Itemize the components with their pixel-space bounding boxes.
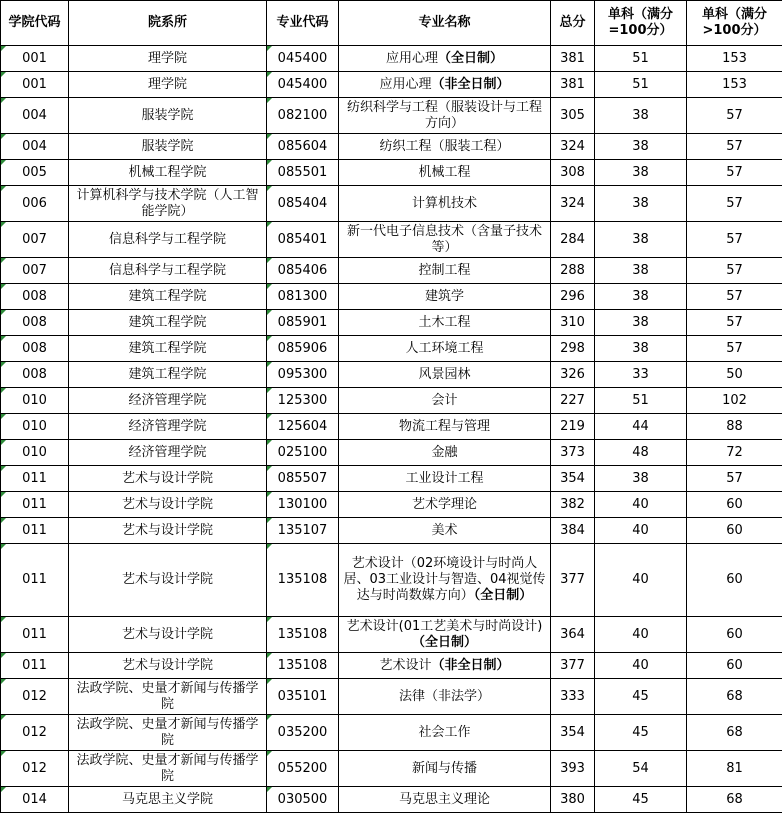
cell-college: 马克思主义学院 [69,787,267,813]
study-mode-note: （全日制） [411,634,477,650]
cell-college-code: 010 [1,440,69,466]
cell-single-100: 33 [595,362,687,388]
cell-major [339,715,551,751]
cell-single-gt100: 57 [687,186,782,222]
cell-major [339,222,551,258]
cell-college-code: 011 [1,518,69,544]
cell-college-code: 012 [1,679,69,715]
major-name: 艺术设计（02环境设计与时尚人居、03工业设计与智造、04视觉传达与时尚数媒方向） [343,556,546,603]
cell-major [339,284,551,310]
cell-college-code: 008 [1,336,69,362]
cell-major [339,679,551,715]
cell-single-100: 38 [595,222,687,258]
cell-single-gt100: 57 [687,98,782,134]
cell-major-code: 035101 [267,679,339,715]
cell-single-gt100: 68 [687,679,782,715]
major-name: 控制工程 [418,262,471,278]
cell-major [339,751,551,787]
cell-major-code: 130100 [267,492,339,518]
table-row [1,336,782,362]
cell-single-100: 38 [595,284,687,310]
cell-single-100: 40 [595,544,687,617]
cell-major-code: 125604 [267,414,339,440]
cell-college: 经济管理学院 [69,388,267,414]
table-row [1,362,782,388]
table-row [1,160,782,186]
cell-single-100: 38 [595,186,687,222]
table-row [1,715,782,751]
cell-single-100: 44 [595,414,687,440]
cell-college: 建筑工程学院 [69,310,267,336]
major-name: 法律（非法学） [398,688,490,704]
cell-total: 364 [551,617,595,653]
table-row [1,751,782,787]
cell-major [339,134,551,160]
major-name: 新闻与传播 [411,760,477,776]
major-name: 社会工作 [418,724,471,740]
cell-major-code: 045400 [267,72,339,98]
major-name: 艺术设计 [379,657,432,673]
table-row [1,544,782,617]
cell-single-gt100: 50 [687,362,782,388]
cell-single-gt100: 57 [687,258,782,284]
cell-major-code: 135108 [267,544,339,617]
cell-total: 377 [551,544,595,617]
cell-college: 理学院 [69,72,267,98]
header-single-gt100: 单科（满分>100分） [687,1,782,46]
major-name: 会计 [431,392,458,408]
cell-major [339,362,551,388]
cell-single-gt100: 81 [687,751,782,787]
table-row [1,46,782,72]
cell-single-gt100: 57 [687,284,782,310]
cell-college: 艺术与设计学院 [69,492,267,518]
cell-total: 381 [551,46,595,72]
major-name: 建筑学 [424,288,464,304]
header-major: 专业名称 [339,1,551,46]
cell-single-gt100: 60 [687,544,782,617]
cell-single-gt100: 72 [687,440,782,466]
cell-major-code: 085404 [267,186,339,222]
cell-single-100: 51 [595,388,687,414]
cell-single-gt100: 57 [687,466,782,492]
cell-single-100: 40 [595,617,687,653]
cell-single-gt100: 68 [687,787,782,813]
cell-total: 227 [551,388,595,414]
cell-single-100: 38 [595,160,687,186]
cell-college-code: 008 [1,310,69,336]
table-row [1,492,782,518]
header-major-code: 专业代码 [267,1,339,46]
cell-major-code: 085507 [267,466,339,492]
table-row [1,466,782,492]
cell-total: 326 [551,362,595,388]
cell-single-100: 38 [595,466,687,492]
cell-total: 310 [551,310,595,336]
cell-major-code: 045400 [267,46,339,72]
cell-single-gt100: 57 [687,222,782,258]
cell-major-code: 081300 [267,284,339,310]
major-name: 机械工程 [418,164,471,180]
cell-major [339,98,551,134]
cell-major [339,414,551,440]
major-name: 物流工程与管理 [398,418,490,434]
cell-college: 艺术与设计学院 [69,466,267,492]
table-row [1,284,782,310]
cell-single-gt100: 57 [687,134,782,160]
cell-college: 计算机科学与技术学院（人工智能学院） [69,186,267,222]
cell-major-code: 082100 [267,98,339,134]
cell-major-code: 025100 [267,440,339,466]
cell-college: 经济管理学院 [69,414,267,440]
cell-major-code: 135108 [267,617,339,653]
cell-college-code: 012 [1,751,69,787]
cell-single-gt100: 57 [687,336,782,362]
cell-college: 机械工程学院 [69,160,267,186]
cell-total: 308 [551,160,595,186]
header-college: 院系所 [69,1,267,46]
cell-total: 298 [551,336,595,362]
cell-college-code: 010 [1,414,69,440]
cell-major [339,518,551,544]
cell-single-100: 40 [595,492,687,518]
study-mode-note: （非全日制） [431,76,510,92]
table-row [1,414,782,440]
cell-college: 艺术与设计学院 [69,653,267,679]
cell-college-code: 001 [1,72,69,98]
cell-college-code: 008 [1,362,69,388]
major-name: 艺术学理论 [411,496,477,512]
cell-single-100: 45 [595,679,687,715]
cell-college: 服装学院 [69,98,267,134]
cell-college: 艺术与设计学院 [69,617,267,653]
cell-total: 377 [551,653,595,679]
table-row [1,222,782,258]
cell-major [339,310,551,336]
cell-college-code: 005 [1,160,69,186]
cell-college: 信息科学与工程学院 [69,258,267,284]
major-name: 纺织科学与工程（服装设计与工程方向） [346,99,542,131]
cell-major [339,440,551,466]
cell-total: 284 [551,222,595,258]
table-body [1,46,782,813]
cell-single-gt100: 57 [687,160,782,186]
cell-total: 219 [551,414,595,440]
cell-college: 经济管理学院 [69,440,267,466]
cell-single-100: 40 [595,518,687,544]
cell-single-gt100: 88 [687,414,782,440]
cell-major [339,492,551,518]
cell-college-code: 006 [1,186,69,222]
cell-single-gt100: 60 [687,518,782,544]
cell-total: 384 [551,518,595,544]
cell-major-code: 085501 [267,160,339,186]
cell-single-100: 38 [595,310,687,336]
cell-major [339,72,551,98]
table-row [1,388,782,414]
major-name: 应用心理 [385,50,438,66]
cell-college-code: 011 [1,492,69,518]
cell-total: 354 [551,715,595,751]
cell-total: 324 [551,186,595,222]
major-name: 应用心理 [379,76,432,92]
cell-major-code: 085604 [267,134,339,160]
table-row [1,72,782,98]
major-name: 新一代电子信息技术（含量子技术等） [346,223,542,255]
cell-college: 艺术与设计学院 [69,544,267,617]
cell-total: 381 [551,72,595,98]
cell-major-code: 030500 [267,787,339,813]
cell-single-gt100: 57 [687,310,782,336]
study-mode-note: （全日制） [473,588,533,603]
cell-major-code: 085401 [267,222,339,258]
table-row [1,134,782,160]
table-row [1,258,782,284]
cell-major [339,388,551,414]
cell-major-code: 035200 [267,715,339,751]
cell-college-code: 011 [1,544,69,617]
cell-total: 288 [551,258,595,284]
cell-total: 305 [551,98,595,134]
cell-single-100: 40 [595,653,687,679]
cell-single-100: 54 [595,751,687,787]
header-total: 总分 [551,1,595,46]
cell-single-gt100: 60 [687,653,782,679]
cell-single-100: 48 [595,440,687,466]
header-college-code: 学院代码 [1,1,69,46]
cell-single-100: 51 [595,46,687,72]
cell-college: 法政学院、史量才新闻与传播学院 [69,679,267,715]
table-row [1,518,782,544]
cell-major-code: 085906 [267,336,339,362]
cell-college-code: 004 [1,134,69,160]
cell-major [339,160,551,186]
cell-major-code: 085901 [267,310,339,336]
major-name: 土木工程 [418,314,471,330]
cell-major [339,653,551,679]
table-row [1,653,782,679]
table-row [1,440,782,466]
cell-single-gt100: 102 [687,388,782,414]
major-name: 纺织工程（服装工程） [379,138,510,154]
header-row [1,1,782,46]
cell-college-code: 007 [1,222,69,258]
study-mode-note: （非全日制） [431,657,510,673]
cell-college: 法政学院、史量才新闻与传播学院 [69,715,267,751]
major-name: 艺术设计(01工艺美术与时尚设计) [346,618,543,634]
major-name: 金融 [431,444,458,460]
cell-major-code: 135107 [267,518,339,544]
cell-major [339,258,551,284]
major-name: 计算机技术 [411,195,477,211]
major-name: 美术 [431,522,458,538]
cell-college-code: 011 [1,466,69,492]
major-name: 风景园林 [418,366,471,382]
cell-total: 382 [551,492,595,518]
cell-college-code: 004 [1,98,69,134]
cell-college-code: 001 [1,46,69,72]
cell-major [339,787,551,813]
table-row [1,787,782,813]
cell-single-gt100: 68 [687,715,782,751]
cell-single-100: 38 [595,258,687,284]
cell-total: 333 [551,679,595,715]
cell-college-code: 011 [1,617,69,653]
cell-single-gt100: 60 [687,617,782,653]
cell-major [339,336,551,362]
cell-single-100: 38 [595,134,687,160]
cell-college: 法政学院、史量才新闻与传播学院 [69,751,267,787]
cell-total: 296 [551,284,595,310]
cell-single-gt100: 60 [687,492,782,518]
cell-college: 理学院 [69,46,267,72]
cell-major-code: 085406 [267,258,339,284]
cell-college-code: 008 [1,284,69,310]
major-name: 马克思主义理论 [398,791,490,807]
cell-total: 354 [551,466,595,492]
table-row [1,98,782,134]
cell-major [339,544,551,617]
cell-major [339,466,551,492]
table-row [1,617,782,653]
cell-single-gt100: 153 [687,72,782,98]
major-name: 人工环境工程 [405,340,484,356]
table-row [1,186,782,222]
cell-major-code: 125300 [267,388,339,414]
cell-major [339,617,551,653]
cell-single-100: 45 [595,715,687,751]
cell-college-code: 007 [1,258,69,284]
cell-major [339,186,551,222]
cell-college: 建筑工程学院 [69,362,267,388]
cell-single-100: 51 [595,72,687,98]
major-name: 工业设计工程 [405,470,484,486]
cell-total: 324 [551,134,595,160]
header-single-100: 单科（满分=100分） [595,1,687,46]
cell-college-code: 014 [1,787,69,813]
cell-single-gt100: 153 [687,46,782,72]
cell-major [339,46,551,72]
cell-college-code: 011 [1,653,69,679]
cell-single-100: 38 [595,98,687,134]
cell-college: 信息科学与工程学院 [69,222,267,258]
cell-total: 380 [551,787,595,813]
cell-college: 建筑工程学院 [69,336,267,362]
cell-single-100: 38 [595,336,687,362]
study-mode-note: （全日制） [438,50,504,66]
cell-major-code: 095300 [267,362,339,388]
cell-major-code: 055200 [267,751,339,787]
cell-single-100: 45 [595,787,687,813]
cell-college: 服装学院 [69,134,267,160]
table-row [1,679,782,715]
cell-college: 建筑工程学院 [69,284,267,310]
cell-college-code: 012 [1,715,69,751]
table-row [1,310,782,336]
cell-total: 393 [551,751,595,787]
cell-college: 艺术与设计学院 [69,518,267,544]
cell-total: 373 [551,440,595,466]
cell-major-code: 135108 [267,653,339,679]
cell-college-code: 010 [1,388,69,414]
